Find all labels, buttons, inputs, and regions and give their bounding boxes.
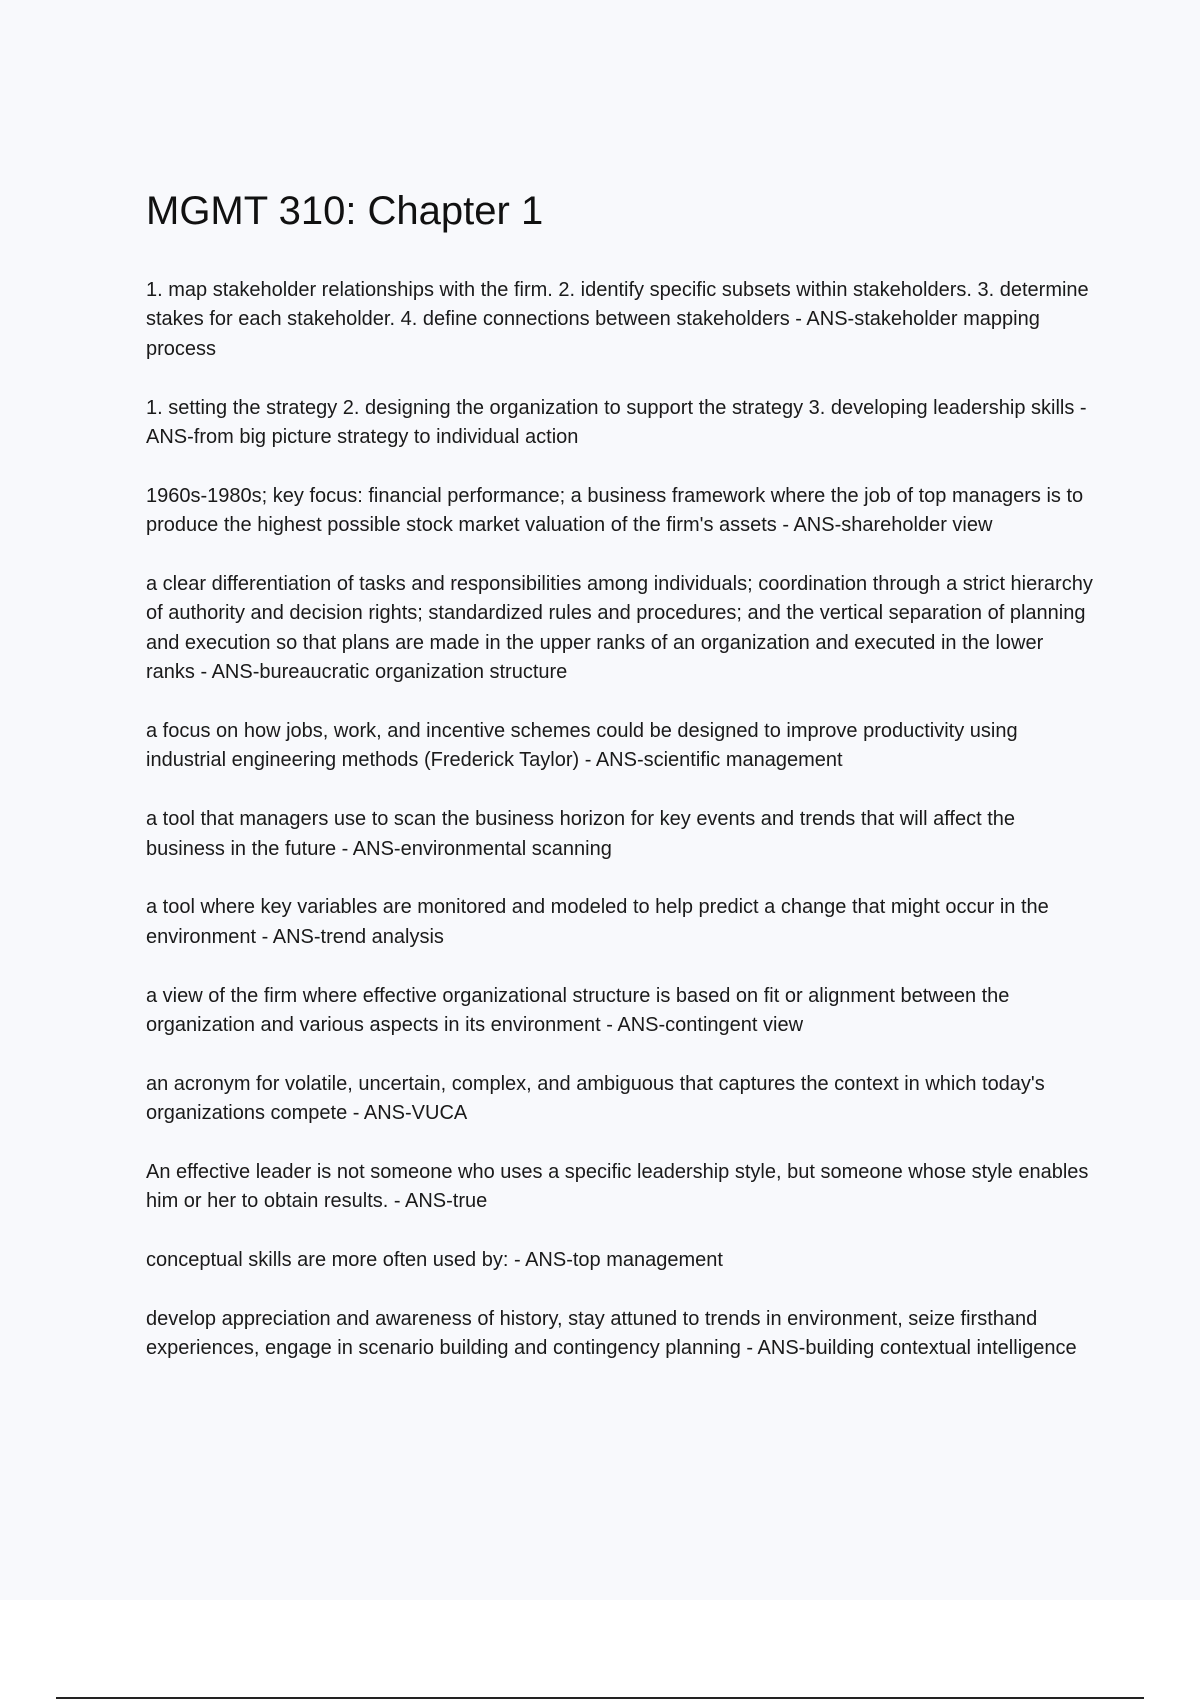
qa-entry: an acronym for volatile, uncertain, complex, and ambiguous that captures the context in which today's organizations compete - ANS-VUCA xyxy=(146,1072,1045,1125)
qa-entry: a clear differentiation of tasks and responsibilities among individuals; coordination through a strict hierarchy of authority and decision rights; standardized rules and procedures; and the vertical separation of planning and execution so that plans are made in the upper ranks of an organization and executed in the lower ranks - ANS-bureaucratic organization structure xyxy=(146,573,1093,684)
document-title: MGMT 310: Chapter 1 xyxy=(146,189,544,233)
qa-entry: a focus on how jobs, work, and incentive schemes could be designed to improve productivity using industrial engineering methods (Frederick Taylor) - ANS-scientific management xyxy=(146,720,1018,772)
qa-entry: a tool that managers use to scan the business horizon for key events and trends that will affect the business in the future - ANS-environmental scanning xyxy=(146,808,1016,860)
qa-entry: develop appreciation and awareness of history, stay attuned to trends in environment, seize firsthand experiences, engage in scenario building and contingency planning - ANS-building contextual intelligence xyxy=(146,1308,1077,1360)
qa-entry: 1960s-1980s; key focus: financial performance; a business framework where the job of top managers is to produce the highest possible stock market valuation of the firm's assets - ANS-shareholder view xyxy=(146,484,1084,537)
qa-entry: An effective leader is not someone who uses a specific leadership style, but someone whose style enables him or her to obtain results. - ANS-true xyxy=(146,1161,1089,1213)
qa-entry: a view of the firm where effective organizational structure is based on fit or alignment between the organization and various aspects in its environment - ANS-contingent view xyxy=(146,984,1010,1037)
qa-entry: conceptual skills are more often used by: - ANS-top management xyxy=(146,1249,723,1272)
document-content xyxy=(146,188,1096,1393)
qa-list xyxy=(146,276,1096,1364)
qa-entry: 1. map stakeholder relationships with the firm. 2. identify specific subsets within stakeholders. 3. determine stakes for each stakeholder. 4. define connections between stakeholders - ANS-stakeholder mapping process xyxy=(146,279,1089,360)
qa-entry: 1. setting the strategy 2. designing the organization to support the strategy 3. developing leadership skills - ANS-from big picture strategy to individual action xyxy=(146,396,1087,449)
page-bottom-rule xyxy=(56,1697,1144,1699)
qa-entry: a tool where key variables are monitored and modeled to help predict a change that might occur in the environment - ANS-trend analysis xyxy=(146,896,1049,948)
